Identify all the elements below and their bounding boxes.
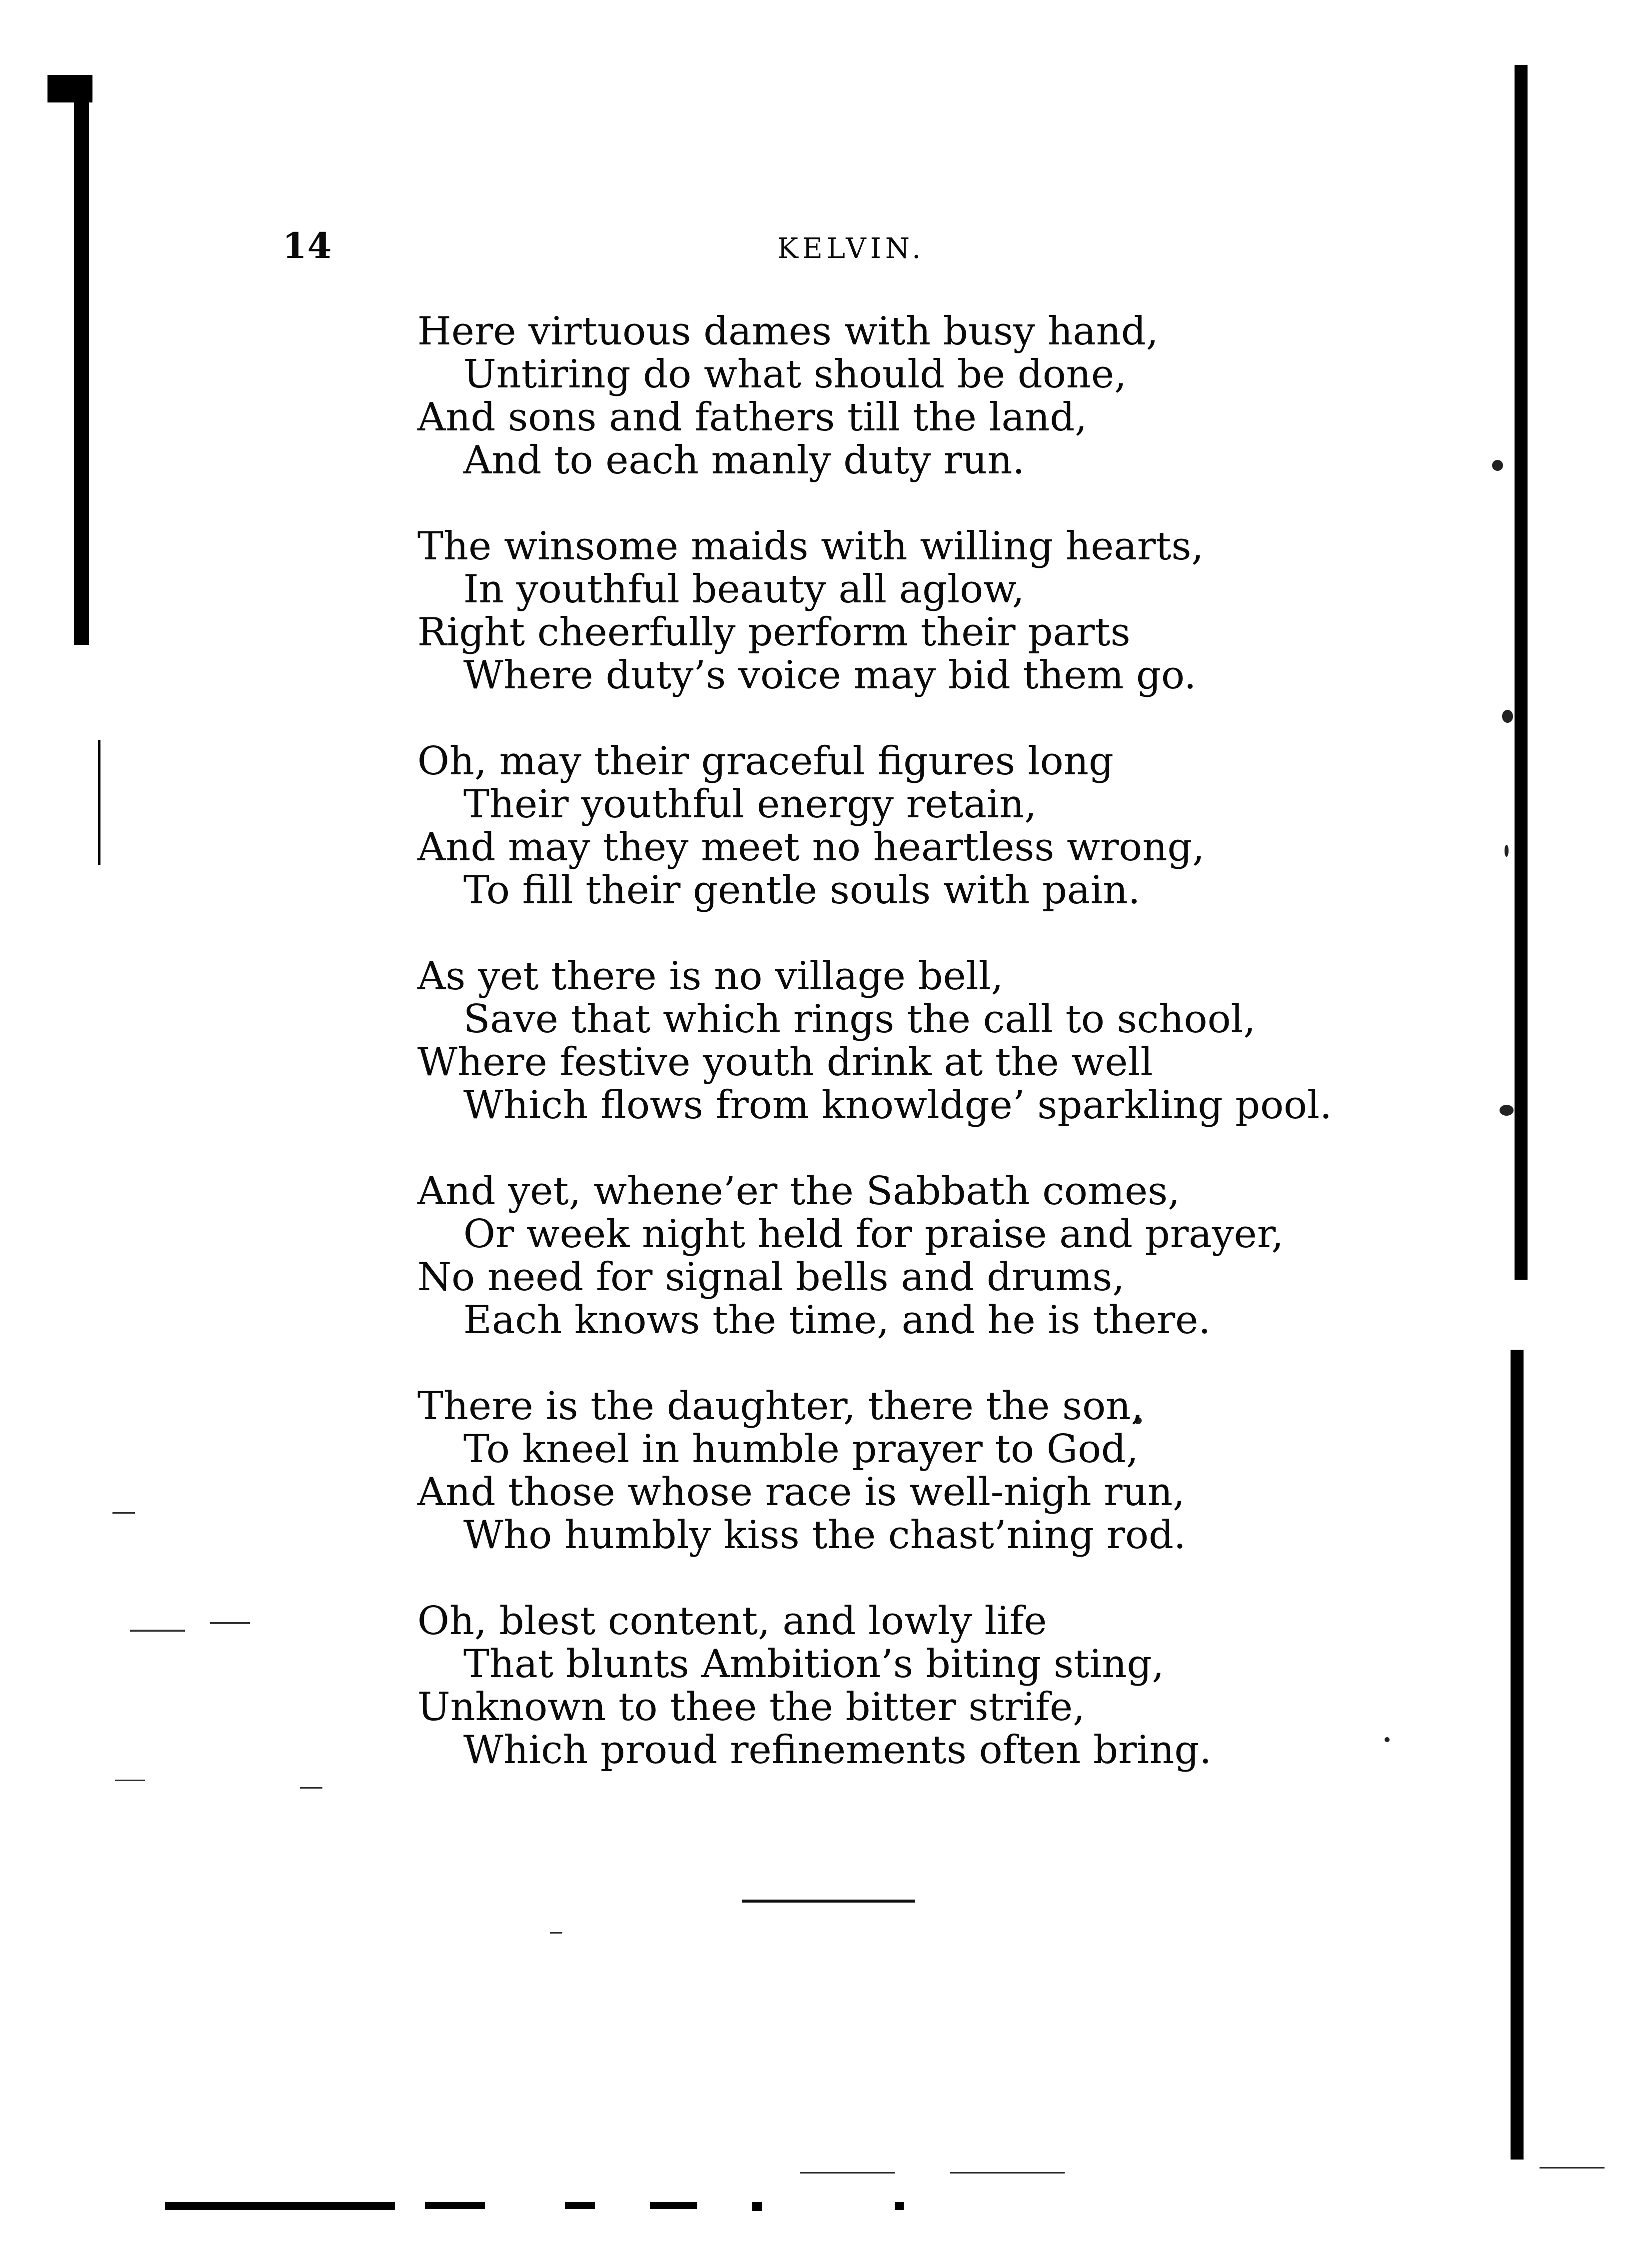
bottom-edge-fragment-5 bbox=[895, 2202, 904, 2210]
bottom-edge-shadow bbox=[165, 2202, 395, 2210]
poem-body bbox=[417, 310, 1417, 1815]
stanza bbox=[417, 1600, 1417, 1772]
left-binding-shadow bbox=[74, 75, 89, 645]
stray-mark bbox=[950, 2172, 1065, 2174]
verse-line: Oh, may their graceful figures long bbox=[417, 739, 1114, 784]
verse-line: Where festive youth drink at the well bbox=[417, 1040, 1153, 1085]
verse-line: To kneel in humble prayer to God, bbox=[463, 1427, 1139, 1472]
verse-line: To fill their gentle souls with pain. bbox=[463, 868, 1141, 913]
page-number: 14 bbox=[282, 225, 332, 266]
running-title: KELVIN. bbox=[777, 232, 925, 265]
stanza bbox=[417, 740, 1417, 912]
verse-line: Where duty’s voice may bid them go. bbox=[463, 653, 1197, 698]
bottom-edge-fragment-4 bbox=[752, 2202, 762, 2211]
stanza bbox=[417, 1385, 1417, 1557]
stanza bbox=[417, 1170, 1417, 1342]
verse-line: Unknown to thee the bitter strife, bbox=[417, 1685, 1085, 1730]
stanza bbox=[417, 310, 1417, 482]
stray-mark bbox=[800, 2172, 895, 2174]
verse-line: And may they meet no heartless wrong, bbox=[417, 825, 1205, 870]
margin-speck bbox=[1492, 460, 1503, 471]
left-margin-mark bbox=[98, 740, 100, 865]
verse-line: And yet, whene’er the Sabbath comes, bbox=[417, 1169, 1180, 1214]
stray-mark bbox=[300, 1787, 322, 1789]
verse-line: As yet there is no village bell, bbox=[417, 954, 1004, 999]
verse-line: That blunts Ambition’s biting sting, bbox=[463, 1642, 1165, 1687]
stray-mark bbox=[130, 1630, 185, 1632]
verse-line: And sons and fathers till the land, bbox=[417, 395, 1087, 440]
verse-line: Untiring do what should be done, bbox=[463, 352, 1127, 397]
verse-line: Oh, blest content, and lowly life bbox=[417, 1599, 1047, 1644]
margin-speck bbox=[1500, 1105, 1514, 1116]
margin-speck bbox=[1502, 710, 1513, 723]
stray-mark bbox=[210, 1622, 250, 1624]
stray-mark bbox=[112, 1512, 135, 1514]
stray-mark bbox=[550, 1932, 562, 1934]
left-binding-cap bbox=[47, 75, 92, 102]
bottom-edge-fragment-2 bbox=[565, 2202, 595, 2209]
stray-mark bbox=[1540, 2167, 1605, 2169]
verse-line: Which flows from knowldge’ sparkling pool. bbox=[463, 1083, 1332, 1128]
stray-mark bbox=[115, 1780, 145, 1781]
verse-line: Each knows the time, and he is there. bbox=[463, 1298, 1211, 1343]
right-binding-shadow-bottom bbox=[1511, 1350, 1524, 2160]
bottom-edge-fragment-1 bbox=[425, 2202, 485, 2209]
bottom-edge-fragment-3 bbox=[650, 2202, 697, 2209]
verse-line: No need for signal bells and drums, bbox=[417, 1255, 1125, 1300]
verse-line: Here virtuous dames with busy hand, bbox=[417, 309, 1159, 354]
margin-speck bbox=[1505, 845, 1509, 857]
verse-line: Which proud refinements often bring. bbox=[463, 1728, 1212, 1773]
stanza bbox=[417, 955, 1417, 1127]
verse-line: Who humbly kiss the chast’ning rod. bbox=[463, 1513, 1186, 1558]
verse-line: In youthful beauty all aglow, bbox=[463, 567, 1025, 612]
verse-line: Their youthful energy retain, bbox=[463, 782, 1037, 827]
verse-line: The winsome maids with willing hearts, bbox=[417, 524, 1204, 569]
verse-line: There is the daughter, there the son, bbox=[417, 1384, 1144, 1429]
verse-line: Right cheerfully perform their parts bbox=[417, 610, 1131, 655]
verse-line: And to each manly duty run. bbox=[463, 438, 1025, 483]
stanza bbox=[417, 525, 1417, 697]
verse-line: Save that which rings the call to school, bbox=[463, 997, 1256, 1042]
verse-line: Or week night held for praise and prayer, bbox=[463, 1212, 1284, 1257]
verse-line: And those whose race is well-nigh run, bbox=[417, 1470, 1185, 1515]
right-binding-shadow-top bbox=[1515, 65, 1528, 1280]
end-of-poem-rule bbox=[742, 1900, 915, 1903]
